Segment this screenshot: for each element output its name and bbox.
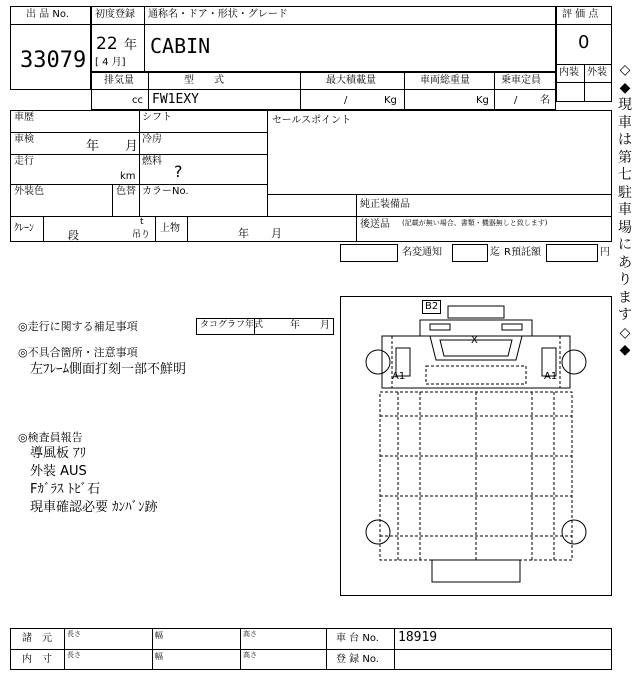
capacity-unit: 名 <box>540 95 550 106</box>
max-load-label: 最大積載量 <box>326 75 376 86</box>
load-kg: Kg <box>384 95 397 106</box>
color-no-label: 色替 <box>116 186 136 197</box>
side-char: は <box>618 132 632 148</box>
lift-label: 吊り <box>132 230 151 240</box>
shift-label: シフト <box>142 112 172 123</box>
fuel-value: ? <box>174 162 183 181</box>
name-change-label: 名変通知 <box>402 247 442 258</box>
defects-line-1: 左ﾌﾚｰﾑ側面打刻一部不鮮明 <box>30 362 187 377</box>
length-label-2: 長さ <box>67 651 81 659</box>
chassis-no: 18919 <box>398 630 438 645</box>
interior-label: 内装 <box>559 67 579 78</box>
inspection-ym: 年 月 <box>86 139 139 154</box>
side-char: 七 <box>618 167 632 183</box>
ac-label: 冷房 <box>142 134 162 145</box>
width-label-1: 幅 <box>155 631 163 640</box>
inspection-label: 車検 <box>14 134 34 145</box>
inner-label: 内 寸 <box>22 654 52 665</box>
year-unit: 年 <box>124 38 138 53</box>
side-char: ◆ <box>619 79 631 96</box>
mark-x: X <box>471 335 478 346</box>
height-label-2: 高さ <box>243 651 257 659</box>
length-label-1: 長さ <box>67 630 81 638</box>
side-char: 車 <box>618 202 632 218</box>
crane-ym: 年 月 <box>238 227 282 240</box>
inspector-label: ◎検査員報告 <box>18 431 83 444</box>
mark-a1-right: A1 <box>544 371 558 382</box>
gross-kg: Kg <box>476 95 489 106</box>
side-char: ま <box>618 289 632 306</box>
exterior-label: 外装 <box>587 67 607 78</box>
mark-a1-left: A1 <box>392 371 406 382</box>
score-value: 0 <box>578 32 590 53</box>
side-char: 場 <box>618 219 632 236</box>
tax-label: 迄 <box>490 247 500 258</box>
defects-label: ◎不具合箇所・注意事項 <box>18 346 138 359</box>
sales-point-label: セールスポイント <box>272 115 352 126</box>
crane-label: ｸﾚｰﾝ <box>14 223 34 234</box>
color-code-label: カラーNo. <box>142 186 189 197</box>
tax-box <box>452 244 488 262</box>
ext-color-label: 外装色 <box>14 186 44 197</box>
month-value: [ 4 月] <box>95 57 126 68</box>
name-change-box <box>340 244 398 262</box>
side-char: ◇ <box>619 62 631 78</box>
km-unit: km <box>120 171 136 182</box>
model-code-value: FW1EXY <box>152 92 199 107</box>
width-label-2: 幅 <box>155 652 163 661</box>
model-name: CABIN <box>150 34 211 58</box>
side-char: 現 <box>618 97 632 113</box>
side-char: あ <box>618 254 632 271</box>
report-line-1: 導風板 ｱﾘ <box>30 446 87 461</box>
mark-b2: B2 <box>422 300 441 314</box>
load-slash: / <box>344 95 348 106</box>
cc-unit: cc <box>132 95 143 106</box>
reg-label: 登 録 No. <box>336 654 379 665</box>
model-code-label: 型 式 <box>184 75 224 86</box>
stage-label: 段 <box>68 229 79 242</box>
vehicle-damage-diagram <box>340 296 612 596</box>
mileage-label: 走行 <box>14 156 34 167</box>
history-label: 車歴 <box>14 112 34 123</box>
side-char: 駐 <box>618 184 632 201</box>
side-char: 第 <box>618 149 632 166</box>
side-char: り <box>618 272 632 288</box>
report-line-4: 現車確認必要 ｶﾝﾊﾞﾝ跡 <box>30 500 158 515</box>
vehicle-name-label: 通称名・ドア・形状・グレード <box>148 9 288 20</box>
tacho-ym: 年 月 <box>290 320 330 331</box>
report-line-3: Fｶﾞﾗｽ ﾄﾋﾞ石 <box>30 482 101 497</box>
send-items-label: 後送品 <box>360 219 390 230</box>
r-fee-label: R預託額 <box>504 247 541 258</box>
capacity-slash: / <box>514 95 518 106</box>
score-label: 評 価 点 <box>562 9 599 20</box>
gross-weight-label: 車両総重量 <box>420 75 470 86</box>
year-value: 22 <box>96 34 118 54</box>
tacho-label: タコグラフ年式 <box>200 320 264 330</box>
lot-no-value: 33079 <box>20 48 87 73</box>
run-note-label: ◎走行に関する補足事項 <box>18 320 138 333</box>
displacement-label: 排気量 <box>104 75 134 86</box>
chassis-label: 車 台 No. <box>336 633 379 644</box>
fuel-label: 燃料 <box>142 156 162 167</box>
r-fee-box <box>546 244 598 262</box>
side-notice <box>612 62 638 360</box>
first-reg-label: 初度登録 <box>95 9 135 20</box>
genuine-parts-label: 純正装備品 <box>360 199 410 210</box>
side-char: ◆ <box>619 342 631 358</box>
ton-unit: t <box>140 217 144 227</box>
side-char: ◇ <box>619 324 631 341</box>
height-label-1: 高さ <box>243 630 257 638</box>
send-items-note: (記載が無い場合、書類・機器無しと致します) <box>402 219 548 227</box>
capacity-label: 乗車定員 <box>501 75 541 86</box>
dims-label: 諸 元 <box>22 633 52 644</box>
side-char: に <box>618 237 632 253</box>
uptop-label: 上物 <box>160 223 180 234</box>
lot-no-label: 出 品 No. <box>26 9 69 20</box>
yen-unit: 円 <box>600 247 610 258</box>
side-char: 車 <box>618 114 632 131</box>
side-char: す <box>618 307 632 323</box>
report-line-2: 外装 AUS <box>30 464 87 479</box>
